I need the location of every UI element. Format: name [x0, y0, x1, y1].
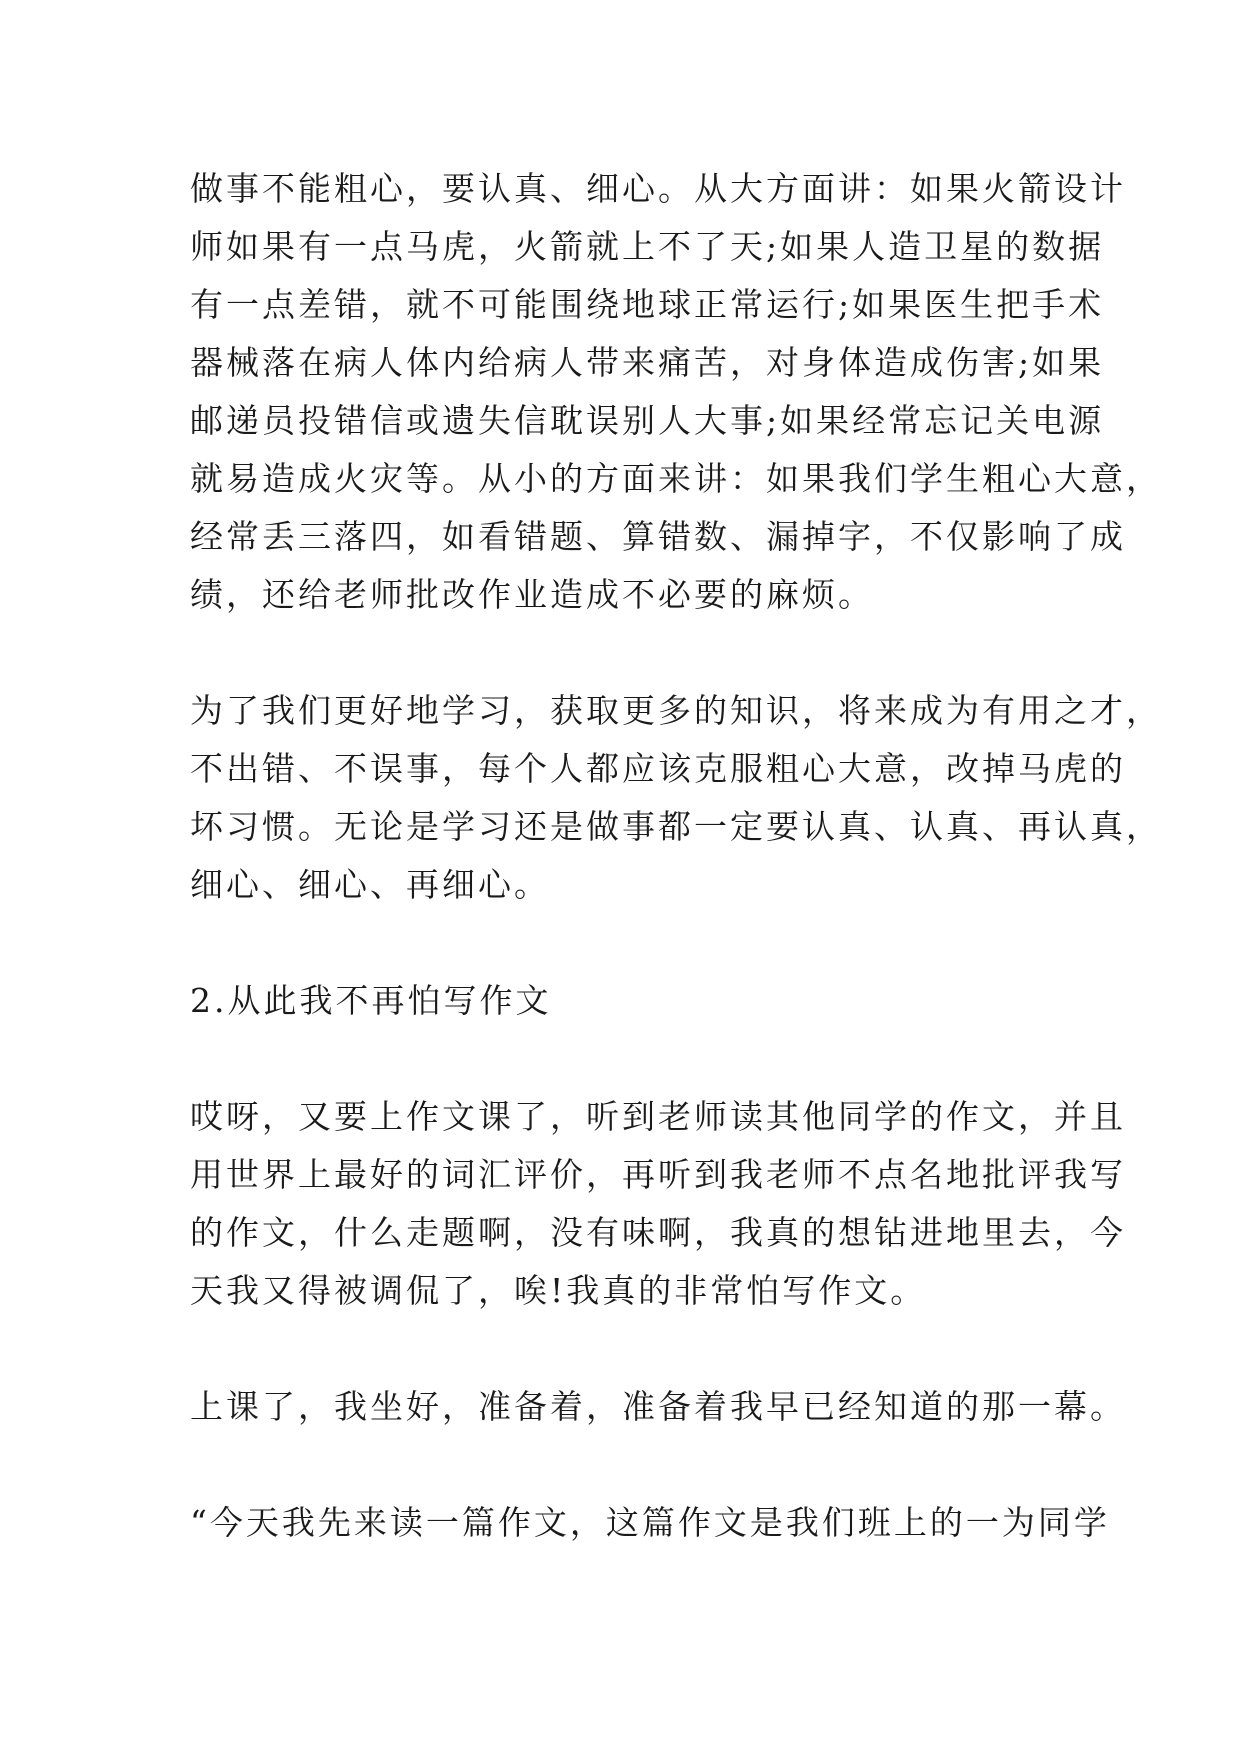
section-heading: 2.从此我不再怕写作文: [190, 981, 552, 1020]
paragraph-line: 哎呀，又要上作文课了，听到老师读其他同学的作文，并且: [190, 1097, 1126, 1136]
paragraph-line: 做事不能粗心，要认真、细心。从大方面讲：如果火箭设计: [190, 169, 1126, 208]
paragraph-line: 坏习惯。无论是学习还是做事都一定要认真、认真、再认真，: [190, 807, 1162, 846]
paragraph-line: 上课了，我坐好，准备着，准备着我早已经知道的那一幕。: [190, 1387, 1126, 1426]
paragraph-line: 邮递员投错信或遗失信耽误别人大事;如果经常忘记关电源: [190, 401, 1105, 440]
paragraph-line: 器械落在病人体内给病人带来痛苦，对身体造成伤害;如果: [190, 343, 1105, 382]
paragraph-line: 师如果有一点马虎，火箭就上不了天;如果人造卫星的数据: [190, 227, 1105, 266]
paragraph-line: “今天我先来读一篇作文，这篇作文是我们班上的一为同学: [190, 1503, 1110, 1542]
paragraph-line: 为了我们更好地学习，获取更多的知识，将来成为有用之才，: [190, 691, 1162, 730]
paragraph-class-begins: [190, 1378, 1126, 1436]
paragraph-line: 细心、细心、再细心。: [190, 865, 550, 904]
paragraph-conclusion: [190, 682, 1162, 914]
paragraph-line: 就易造成火灾等。从小的方面来讲：如果我们学生粗心大意，: [190, 459, 1162, 498]
paragraph-line: 绩，还给老师批改作业造成不必要的麻烦。: [190, 575, 874, 614]
paragraph-line: 天我又得被调侃了，唉!我真的非常怕写作文。: [190, 1271, 927, 1310]
paragraph-line: 用世界上最好的词汇评价，再听到我老师不点名地批评我写: [190, 1155, 1126, 1194]
document-body: [190, 160, 1162, 1610]
paragraph-line: 有一点差错，就不可能围绕地球正常运行;如果医生把手术: [190, 285, 1105, 324]
paragraph-composition-fear: [190, 1088, 1126, 1320]
paragraph-carelessness: [190, 160, 1162, 624]
paragraph-line: 经常丢三落四，如看错题、算错数、漏掉字，不仅影响了成: [190, 517, 1126, 556]
paragraph-teacher-quote: [190, 1494, 1110, 1552]
paragraph-line: 不出错、不误事，每个人都应该克服粗心大意，改掉马虎的: [190, 749, 1126, 788]
paragraph-line: 的作文，什么走题啊，没有味啊，我真的想钻进地里去，今: [190, 1213, 1126, 1252]
